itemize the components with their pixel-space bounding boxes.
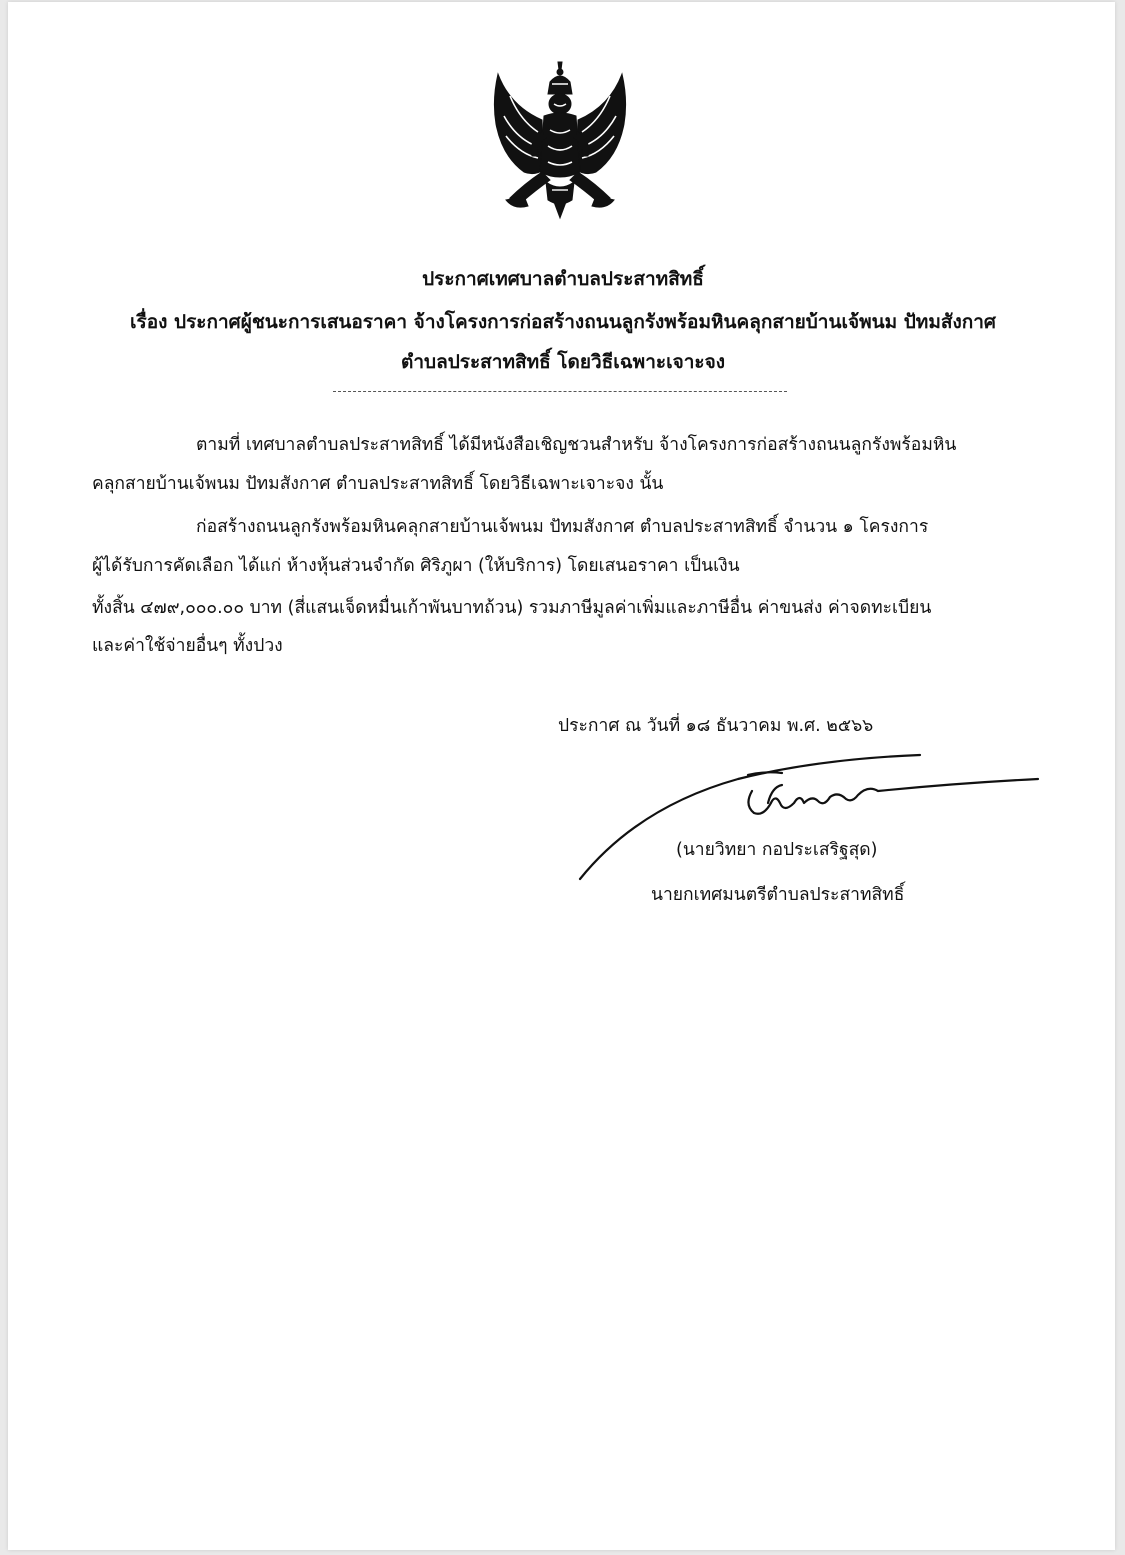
body-paragraph-line: ตามที่ เทศบาลตำบลประสาทสิทธิ์ ได้มีหนังสือเชิญชวนสำหรับ จ้างโครงการก่อสร้างถนนลูกรังพร้อมหิน [196,435,957,455]
announcement-date: ประกาศ ณ วันที่ ๑๘ ธันวาคม พ.ศ. ๒๕๖๖ [558,716,874,736]
signer-name: (นายวิทยา กอประเสริฐสุด) [676,840,878,860]
body-paragraph-line: ก่อสร้างถนนลูกรังพร้อมหินคลุกสายบ้านเจ้พนม ปัทมสังกาศ ตำบลประสาทสิทธิ์ จำนวน ๑ โครงการ [196,517,929,537]
announcement-title: ประกาศเทศบาลตำบลประสาทสิทธิ์ [422,268,704,290]
separator-line [333,391,787,392]
announcement-subject: เรื่อง ประกาศผู้ชนะการเสนอราคา จ้างโครงการก่อสร้างถนนลูกรังพร้อมหินคลุกสายบ้านเจ้พนม ปัทมสังกาศ [130,311,996,333]
body-paragraph-line: คลุกสายบ้านเจ้พนม ปัทมสังกาศ ตำบลประสาทสิทธิ์ โดยวิธีเฉพาะเจาะจง นั้น [92,474,664,494]
signer-title: นายกเทศมนตรีตำบลประสาทสิทธิ์ [651,885,905,905]
body-paragraph-line: และค่าใช้จ่ายอื่นๆ ทั้งปวง [92,636,283,656]
body-paragraph-line: ทั้งสิ้น ๔๗๙,๐๐๐.๐๐ บาท (สี่แสนเจ็ดหมื่นเก้าพันบาทถ้วน) รวมภาษีมูลค่าเพิ่มและภาษีอื่น ค่าขนส่ง ค่าจดทะเบียน [92,598,932,618]
body-paragraph-line: ผู้ได้รับการคัดเลือก ได้แก่ ห้างหุ้นส่วนจำกัด ศิริภูผา (ให้บริการ) โดยเสนอราคา เป็นเงิน [92,556,740,576]
document-page [8,2,1115,1550]
garuda-emblem-icon [480,60,640,220]
announcement-subject-cont: ตำบลประสาทสิทธิ์ โดยวิธีเฉพาะเจาะจง [401,351,725,373]
handwritten-signature [568,747,1048,887]
